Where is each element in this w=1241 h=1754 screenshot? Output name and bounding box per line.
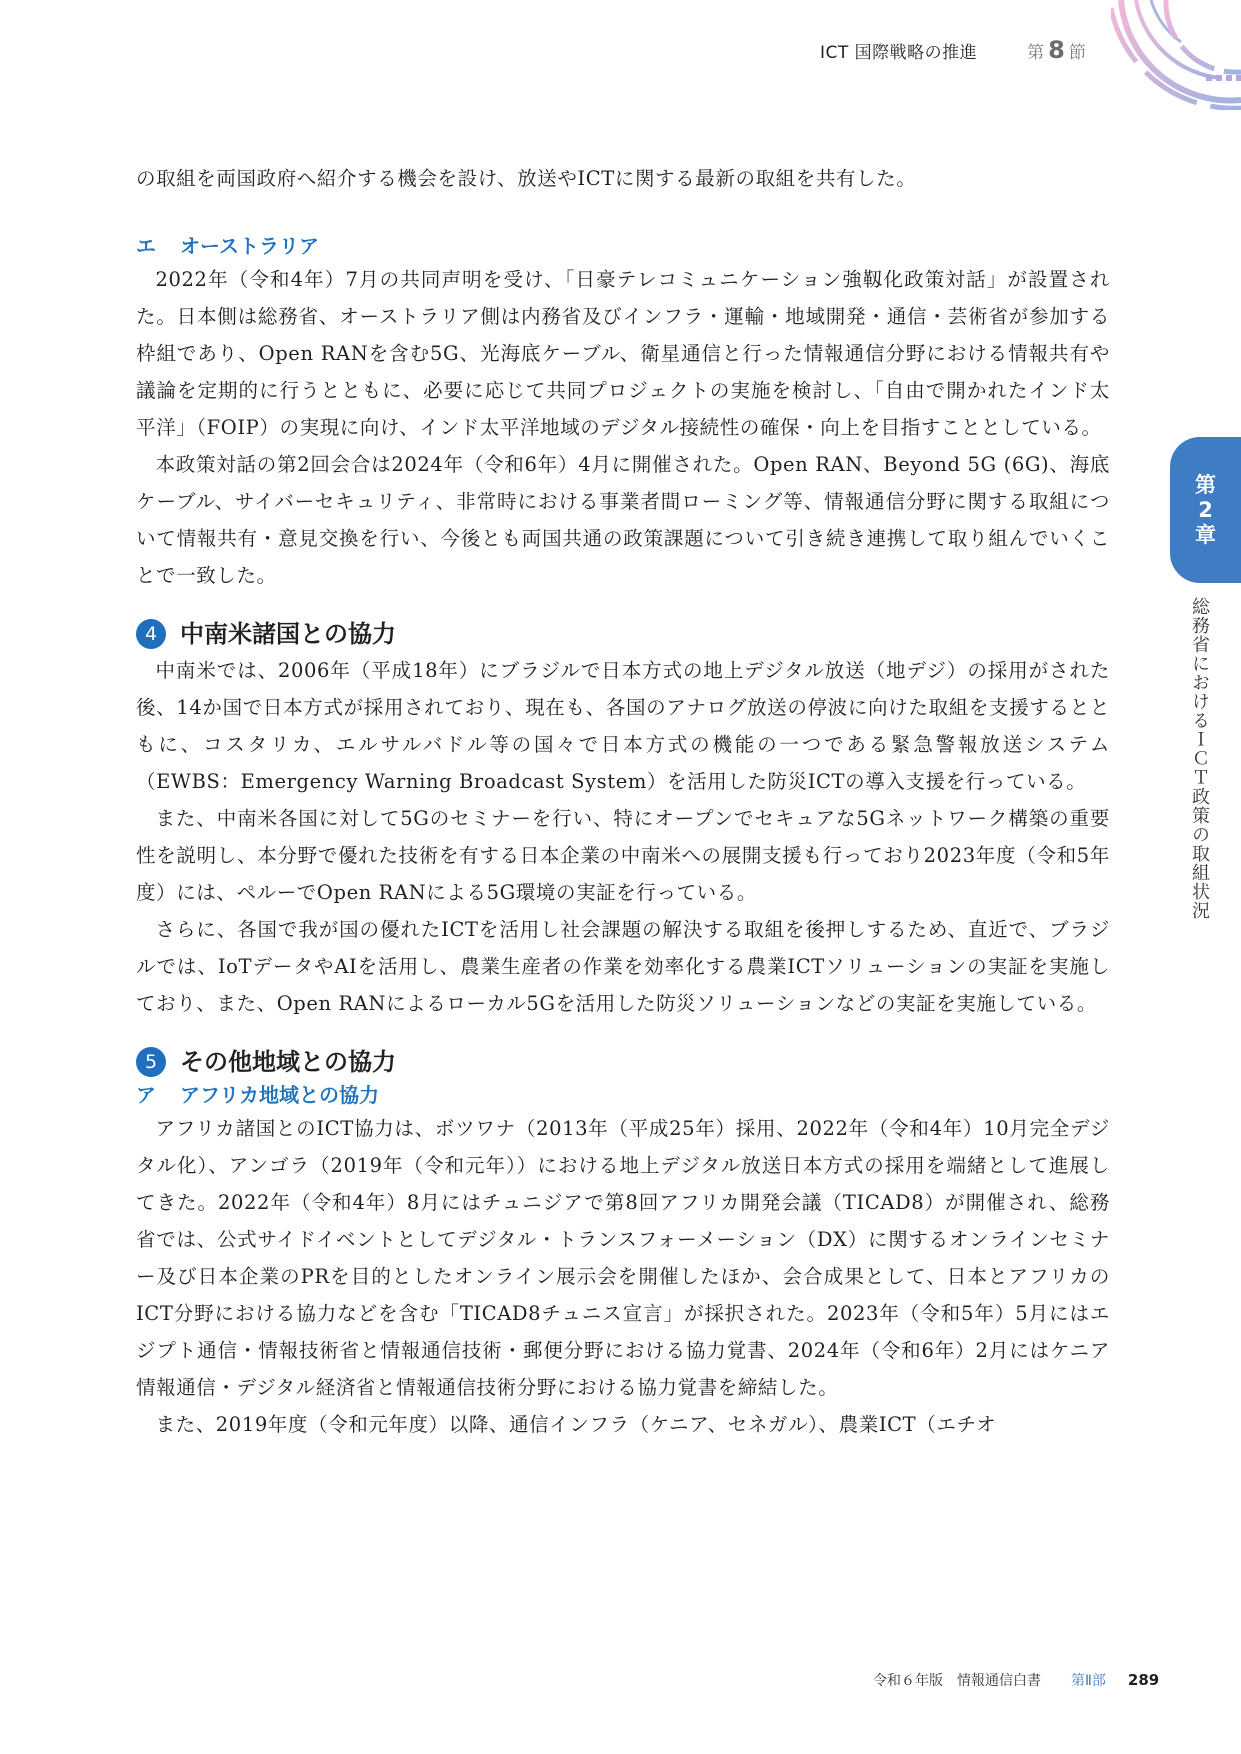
section-number-badge: 5 [136,1047,166,1077]
footer-edition: 令和６年版 [873,1673,943,1689]
subsection-title: オーストラリア [180,234,319,258]
page-number: 289 [1127,1671,1160,1689]
section-heading-5 [136,1044,1110,1080]
subsection-heading-africa [136,1080,1110,1110]
running-header [820,36,1086,66]
chapter-tab-prefix: 第 [1195,472,1216,497]
subsection-mark: ア [136,1083,156,1107]
section-number-label [1027,36,1086,64]
section-number: 8 [1048,36,1065,64]
paragraph: また、2019年度（令和元年度）以降、通信インフラ（ケニア、セネガル）、農業ICT（エチオ [155,1413,997,1436]
paragraph: 2022年（令和4年）7月の共同声明を受け、「日豪テレコミュニケーション強靱化政策対話」が設置された。日本側は総務省、オーストラリア側は内務省及びインフラ・運輸・地域開発・通信・芸術省が参加する枠組であり、Open RANを含む5G、光海底ケーブル、衛星通信と行った情報通信分野における情報共有や議論を定期的に行うとともに、必要に応じて共同プロジェクトの実施を検討し、「自由で開かれたインド太平洋」（FOIP）の実現に向け、インド太平洋地域のデジタル接続性の確保・向上を目指すこととしている。 [136,268,1110,439]
intro-paragraph: の取組を両国政府へ紹介する機会を設け、放送やICTに関する最新の取組を共有した。 [136,167,917,190]
footer-part: 第Ⅱ部 [1071,1673,1106,1689]
main-content [136,160,1110,1443]
paragraph: また、中南米各国に対して5Gのセミナーを行い、特にオープンでセキュアな5Gネットワーク構築の重要性を説明し、本分野で優れた技術を有する日本企業の中南米への展開支援も行っており2023年度（令和5年度）には、ペルーでOpen RANによる5G環境の実証を行っている。 [136,807,1110,904]
section-title: 中南米諸国との協力 [180,620,396,648]
paragraph: 中南米では、2006年（平成18年）にブラジルで日本方式の地上デジタル放送（地デジ）の採用がされた後、14か国で日本方式が採用されており、現在も、各国のアナログ放送の停波に向けた取組を支援するとともに、コスタリカ、エルサルバドル等の国々で日本方式の機能の一つである緊急警報放送システム（EWBS：Emergency Warning Broadcast System）を活用した防災ICTの導入支援を行っている。 [136,659,1110,793]
subsection-title: アフリカ地域との協力 [180,1083,379,1107]
subsection-heading-australia [136,231,1110,261]
paragraph: アフリカ諸国とのICT協力は、ボツワナ（2013年（平成25年）採用、2022年（令和4年）10月完全デジタル化）、アンゴラ（2019年（令和元年））における地上デジタル放送日本方式の採用を端緒として進展してきた。2022年（令和4年）8月にはチュニジアで第8回アフリカ開発会議（TICAD8）が開催され、総務省では、公式サイドイベントとしてデジタル・トランスフォーメーション（DX）に関するオンラインセミナー及び日本企業のPRを目的としたオンライン展示会を開催したほか、会合成果として、日本とアフリカのICT分野における協力などを含む「TICAD8チュニス宣言」が採択された。2023年（令和5年）5月にはエジプト通信・情報技術省と情報通信技術・郵便分野における協力覚書、2024年（令和6年）2月にはケニア情報通信・デジタル経済省と情報通信技術分野における協力覚書を締結した。 [136,1117,1110,1399]
arc-decoration-icon [1111,0,1241,110]
section-title: ICT 国際戦略の推進 [820,43,978,63]
subsection-mark: エ [136,234,156,258]
section-title: その他地域との協力 [180,1048,396,1076]
chapter-tab-suffix: 章 [1195,522,1216,547]
section-number-badge: 4 [136,619,166,649]
paragraph: さらに、各国で我が国の優れたICTを活用し社会課題の解決する取組を後押しするため、直近で、ブラジルでは、IoTデータやAIを活用し、農業生産者の作業を効率化する農業ICTソリューションの実証を実施しており、また、Open RANによるローカル5Gを活用した防災ソリューションなどの実証を実施している。 [136,918,1110,1015]
chapter-vertical-title: 総務省におけるＩＣＴ政策の取組状況 [1189,597,1210,920]
paragraph: 本政策対話の第2回会合は2024年（令和6年）4月に開催された。Open RAN、Beyond 5G (6G)、海底ケーブル、サイバーセキュリティ、非常時における事業者間ローミング等、情報通信分野に関する取組について情報共有・意見交換を行い、今後とも両国共通の政策課題について引き続き連携して取り組んでいくことで一致した。 [136,453,1110,587]
section-prefix: 第 [1027,43,1045,63]
section-suffix: 節 [1068,43,1086,63]
section-heading-4 [136,616,1110,652]
chapter-tab [1170,437,1241,583]
chapter-tab-number: 2 [1198,497,1213,522]
footer-book-title: 情報通信白書 [957,1673,1041,1689]
page-footer [873,1670,1159,1690]
